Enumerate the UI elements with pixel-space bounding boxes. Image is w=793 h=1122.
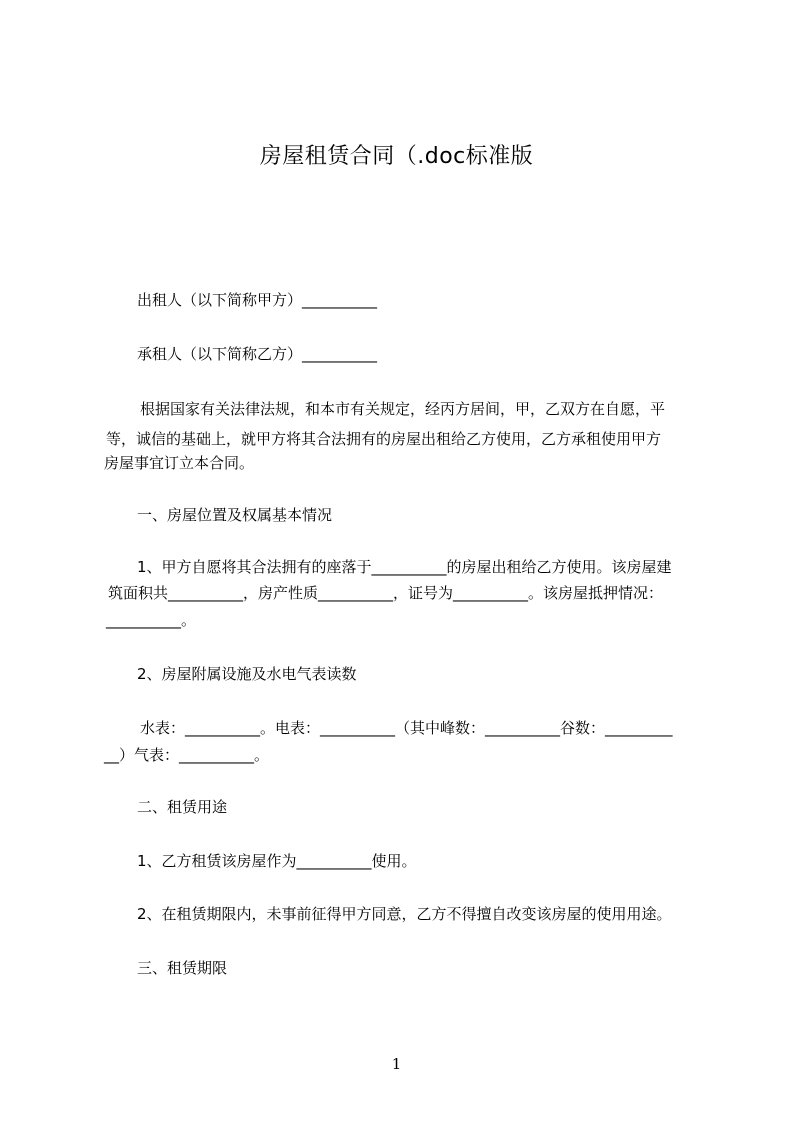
document-title: 房屋租赁合同（.doc标准版 bbox=[259, 144, 534, 169]
s2-item1: 1、乙方租赁该房屋作为__________使用。 bbox=[137, 852, 417, 870]
page-number: 1 bbox=[391, 1055, 402, 1073]
intro-paragraph-line-2: 等，诚信的基础上，就甲方将其合法拥有的房屋出租给乙方使用，乙方承租使用甲方 bbox=[106, 430, 662, 448]
meter-readings-line-2: __）气表：__________。 bbox=[104, 746, 270, 764]
s1-item1-line-3: __________。 bbox=[106, 611, 197, 629]
intro-paragraph-line-1: 根据国家有关法律法规，和本市有关规定，经丙方居间，甲，乙双方在自愿，平 bbox=[140, 400, 666, 418]
meter-readings-line-1: 水表：__________。电表：__________（其中峰数：__________谷数：_________ bbox=[140, 719, 673, 737]
s2-item2: 2、在租赁期限内，未事前征得甲方同意，乙方不得擅自改变该房屋的使用用途。 bbox=[137, 905, 672, 923]
section-2-heading: 二、租赁用途 bbox=[137, 798, 228, 816]
section-1-heading: 一、房屋位置及权属基本情况 bbox=[137, 506, 333, 524]
intro-paragraph-line-3: 房屋事宜订立本合同。 bbox=[104, 454, 255, 472]
s1-item1-line-1: 1、甲方自愿将其合法拥有的座落于__________的房屋出租给乙方使用。该房屋建 bbox=[137, 558, 672, 576]
lessee-line: 承租人（以下简称乙方）__________ bbox=[137, 345, 378, 363]
s1-item1-line-2: 筑面积共__________，房产性质__________，证号为__________。该房屋抵押情况： bbox=[108, 584, 664, 602]
section-3-heading: 三、租赁期限 bbox=[137, 959, 228, 977]
s1-item2-heading: 2、房屋附属设施及水电气表读数 bbox=[137, 665, 357, 683]
lessor-line: 出租人（以下简称甲方）__________ bbox=[137, 291, 378, 309]
